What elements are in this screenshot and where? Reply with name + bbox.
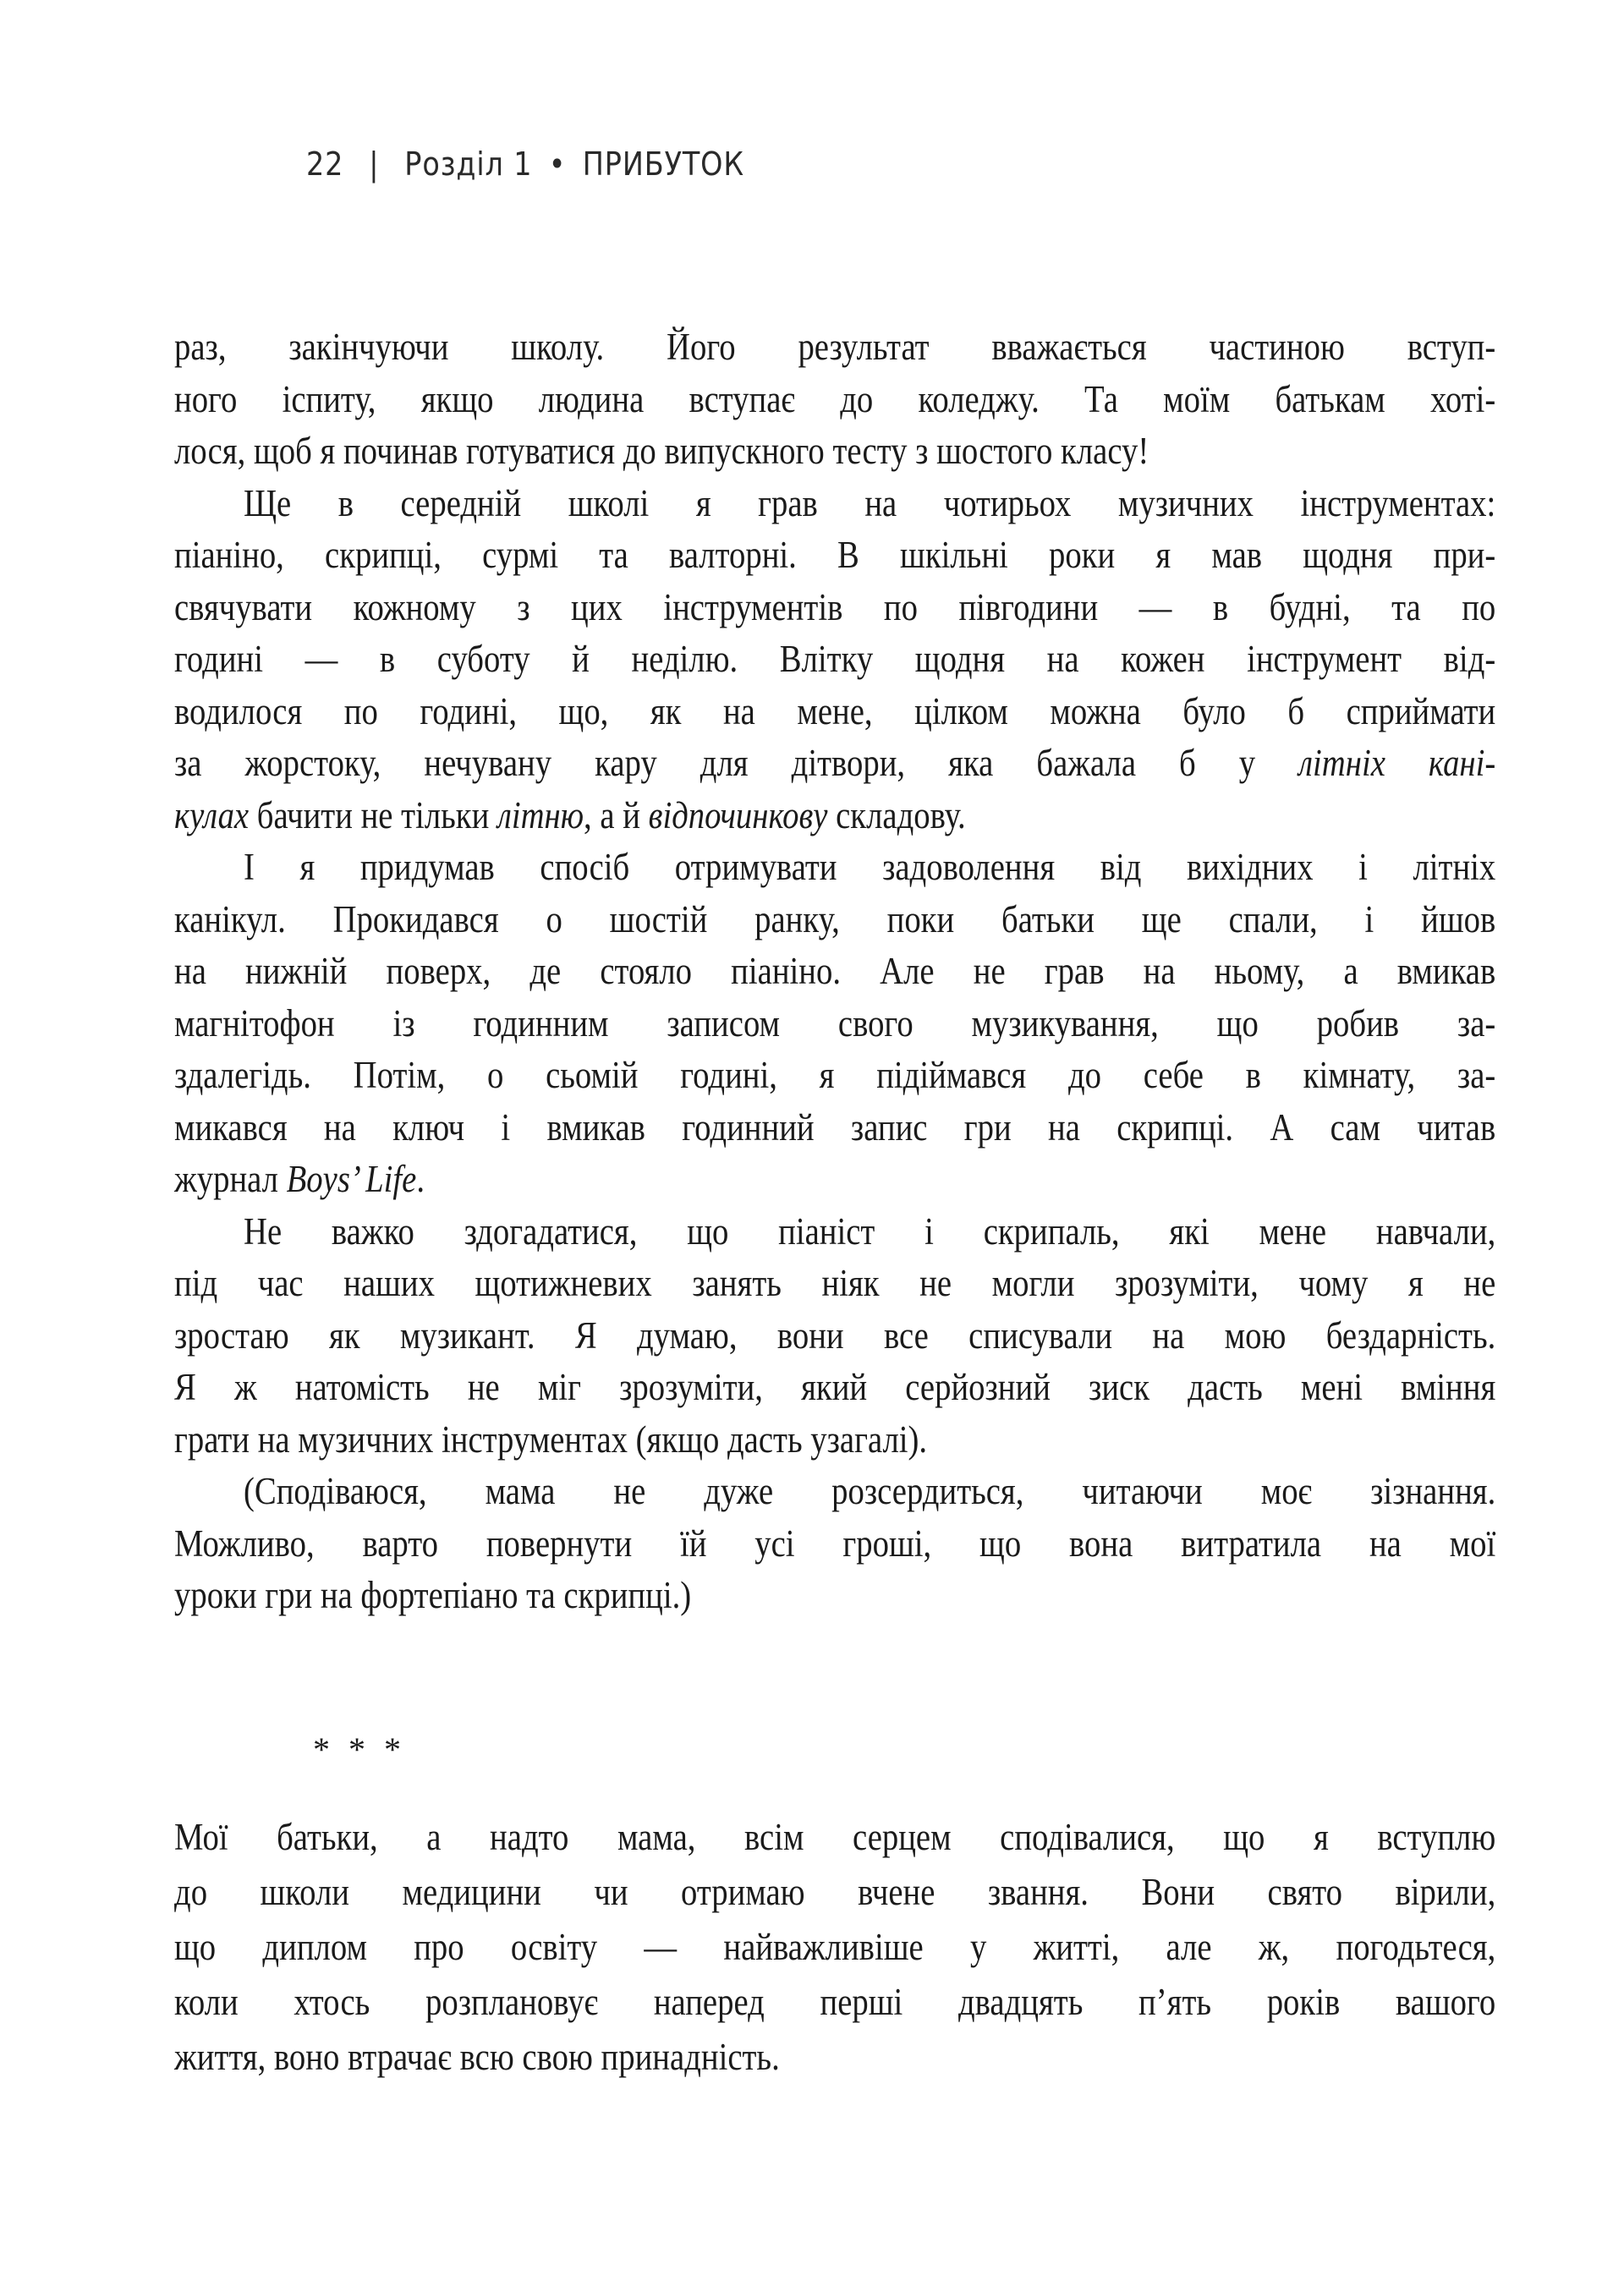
paragraph-start: І я придумав спосіб отримувати задоволення від вихідних і літніх xyxy=(244,846,1496,888)
magazine-title: Boys’ Life xyxy=(286,1158,417,1200)
text-line: Я ж натомість не міг зрозуміти, який серйозний зиск дасть мені вміння xyxy=(174,1366,1496,1408)
chapter-label: Розділ 1 xyxy=(404,145,533,183)
text-line: зростаю як музикант. Я думаю, вони все списували на мою бездарність. xyxy=(174,1313,1496,1357)
paragraph-start: Не важко здогадатися, що піаніст і скрипаль, які мене навчали, xyxy=(244,1209,1496,1253)
page-number: 22 xyxy=(306,145,344,183)
text-line: уроки гри на фортепіано та скрипці.) xyxy=(174,1574,692,1616)
section-2-text xyxy=(174,1810,1495,2085)
running-head xyxy=(306,145,744,183)
text-line: грати на музичних інструментах (якщо дасть узагалі). xyxy=(174,1417,928,1461)
bullet-icon: • xyxy=(548,145,567,183)
text-line: годині — в суботу й неділю. Влітку щодня на кожен інструмент від- xyxy=(174,638,1496,680)
text-line: за жорстоку, нечувану кару для дітвори, яка бажала б у літніх кані- xyxy=(174,742,1496,784)
text-line: до школи медицини чи отримаю вчене звання. Вони свято вірили, xyxy=(174,1871,1496,1913)
text-line: життя, воно втрачає всю свою принадність. xyxy=(174,2036,780,2078)
section-break-asterisks: * * * xyxy=(313,1730,406,1768)
chapter-title: ПРИБУТОК xyxy=(582,145,744,183)
text-line: микався на ключ і вмикав годинний запис гри на скрипці. А сам читав xyxy=(174,1105,1496,1149)
text-line: коли хтось розплановує наперед перші двадцять п’ять років вашого xyxy=(174,1981,1496,2023)
text-line: ного іспиту, якщо людина вступає до коледжу. Та моїм батькам хоті- xyxy=(174,377,1496,420)
text-line: кулах бачити не тільки літню, а й відпочинкову складову. xyxy=(174,793,966,836)
text-line: що диплом про освіту — найважливіше у житті, але ж, погодьтеся, xyxy=(174,1926,1496,1968)
text-line: здалегідь. Потім, о сьомій годині, я підіймався до себе в кімнату, за- xyxy=(174,1054,1496,1096)
text-line: свячувати кожному з цих інструментів по півгодини — в будні, та по xyxy=(174,585,1496,628)
text-line: лося, щоб я починав готуватися до випускного тесту з шостого класу! xyxy=(174,430,1149,472)
text-line: Можливо, варто повернути їй усі гроші, що вона витратила на мої xyxy=(174,1522,1496,1565)
text-line: журнал Boys’ Life. xyxy=(174,1158,425,1200)
paragraph-start: (Сподіваюся, мама не дуже розсердиться, читаючи моє зізнання. xyxy=(244,1470,1496,1512)
text-line: піаніно, скрипці, сурмі та валторні. В шкільні роки я мав щодня при- xyxy=(174,534,1496,576)
header-separator: | xyxy=(369,145,380,183)
text-line: канікул. Прокидався о шостій ранку, поки батьки ще спали, і йшов xyxy=(174,897,1496,940)
text-line: під час наших щотижневих занять ніяк не могли зрозуміти, чому я не xyxy=(174,1262,1496,1304)
text-line: водилося по годині, що, як на мене, цілком можна було б сприймати xyxy=(174,689,1496,732)
section-1-text xyxy=(174,321,1495,1622)
text-line: Мої батьки, а надто мама, всім серцем сподівалися, що я вступлю xyxy=(174,1816,1496,1858)
italic-phrase: літніх кані- xyxy=(1298,742,1496,784)
text-line: магнітофон із годинним записом свого музикування, що робив за- xyxy=(174,1001,1496,1045)
text-line: раз, закінчуючи школу. Його результат вважається частиною вступ- xyxy=(174,326,1496,368)
paragraph-start: Ще в середній школі я грав на чотирьох музичних інструментах: xyxy=(244,481,1496,524)
text-line: на нижній поверх, де стояло піаніно. Але не грав на ньому, а вмикав xyxy=(174,950,1496,992)
